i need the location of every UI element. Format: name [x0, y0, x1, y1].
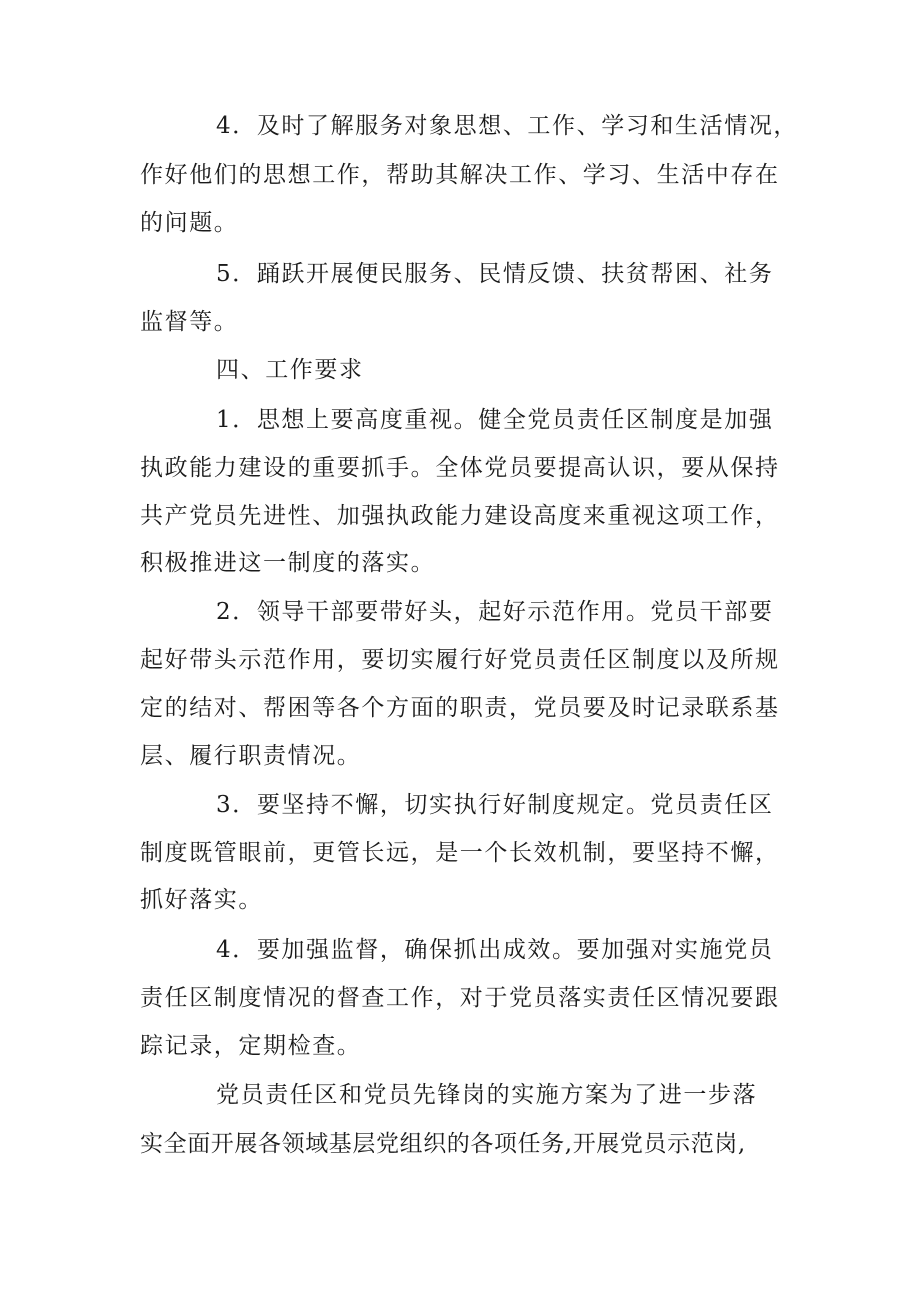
text-line-1: 4．及时了解服务对象思想、工作、学习和生活情况， — [216, 113, 799, 139]
text-line-13: 定的结对、帮困等各个方面的职责，党员要及时记录联系基 — [140, 695, 780, 721]
text-line-10: 积极推进这一制度的落实。 — [140, 550, 436, 576]
text-line-14: 层、履行职责情况。 — [140, 743, 362, 769]
text-line-21: 党员责任区和党员先锋岗的实施方案为了进一步落 — [216, 1082, 758, 1108]
text-line-19: 责任区制度情况的督查工作，对于党员落实责任区情况要跟 — [140, 985, 780, 1011]
text-line-2: 作好他们的思想工作，帮助其解决工作、学习、生活中存在 — [140, 162, 780, 188]
text-line-16: 制度既管眼前，更管长远，是一个长效机制，要坚持不懈， — [140, 840, 780, 866]
text-line-9: 共产党员先进性、加强执政能力建设高度来重视这项工作， — [140, 503, 780, 529]
text-line-3: 的问题。 — [140, 210, 239, 236]
text-line-20: 踪记录，定期检查。 — [140, 1033, 362, 1059]
text-line-7: 1．思想上要高度重视。健全党员责任区制度是加强 — [216, 407, 774, 433]
text-line-22: 实全面开展各领域基层党组织的各项任务,开展党员示范岗, — [140, 1131, 746, 1157]
text-line-12: 起好带头示范作用，要切实履行好党员责任区制度以及所规 — [140, 647, 780, 673]
text-line-17: 抓好落实。 — [140, 887, 263, 913]
text-line-5: 监督等。 — [140, 309, 239, 335]
text-line-11: 2．领导干部要带好头，起好示范作用。党员干部要 — [216, 599, 774, 625]
section-heading: 四、工作要求 — [216, 357, 364, 383]
text-line-18: 4．要加强监督，确保抓出成效。要加强对实施党员 — [216, 937, 774, 963]
text-line-15: 3．要坚持不懈，切实执行好制度规定。党员责任区 — [216, 792, 774, 818]
text-line-8: 执政能力建设的重要抓手。全体党员要提高认识，要从保持 — [140, 455, 780, 481]
text-line-4: 5．踊跃开展便民服务、民情反馈、扶贫帮困、社务 — [216, 261, 774, 287]
